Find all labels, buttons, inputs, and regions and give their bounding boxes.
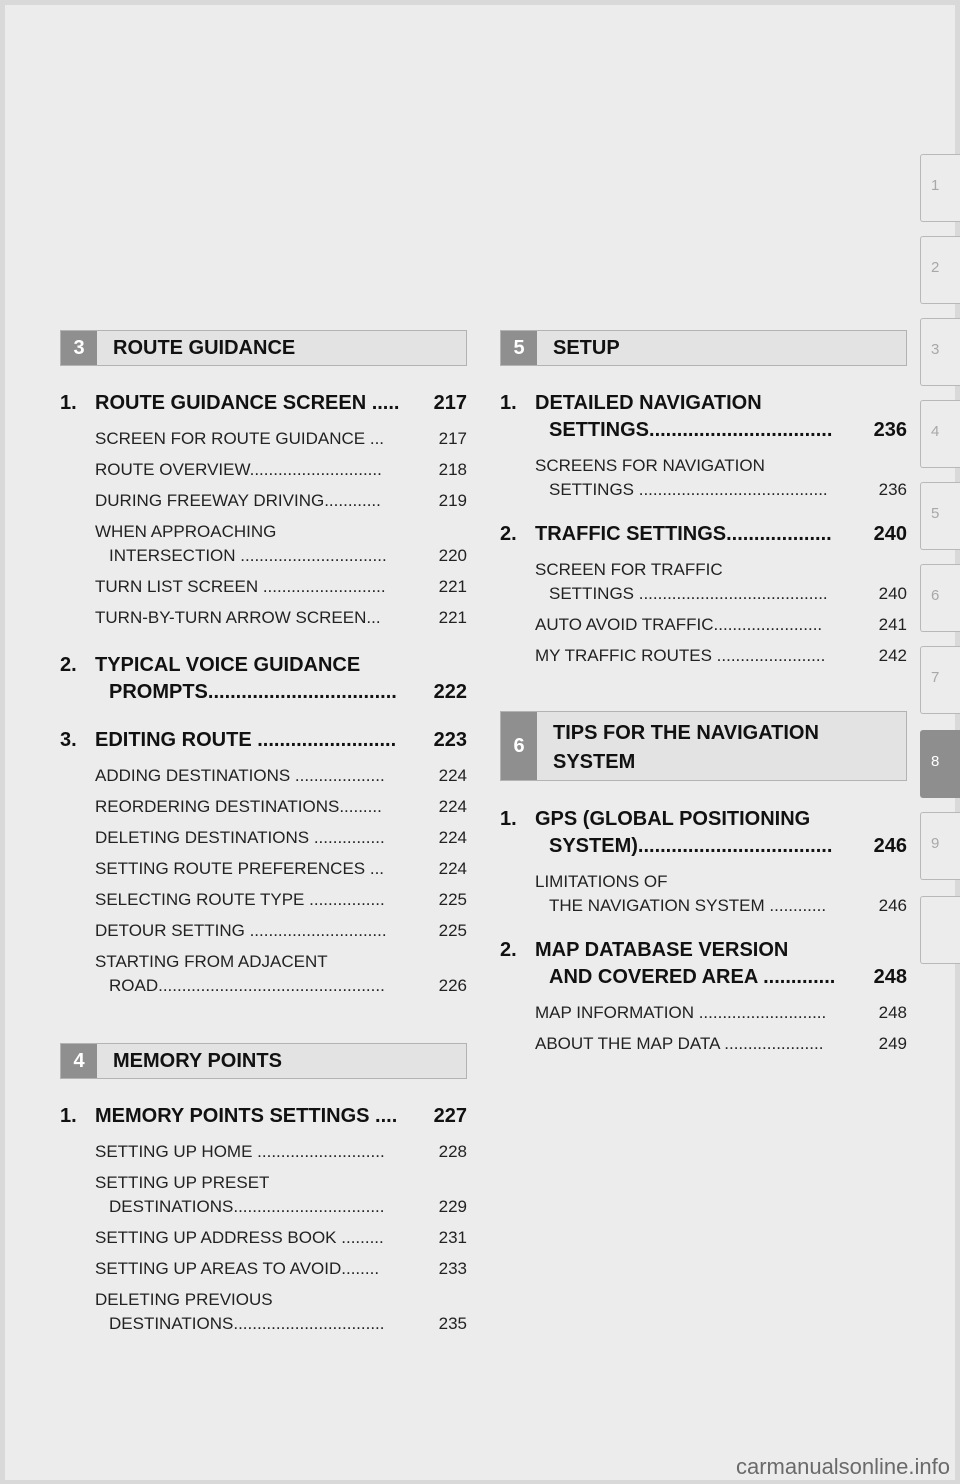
toc-page-number: 224 <box>438 797 467 816</box>
toc-heading-text: SYSTEM)................................... <box>549 835 833 857</box>
toc-subentry-title <box>95 1171 467 1219</box>
toc-heading-line <box>535 417 907 444</box>
toc-page-number: 229 <box>438 1197 467 1216</box>
toc-subentry-title: ABOUT THE MAP DATA ..................... <box>535 1034 824 1053</box>
toc-heading-text: AND COVERED AREA ............. <box>549 966 836 988</box>
toc-page-number: 233 <box>438 1259 467 1278</box>
toc-subentry-text: INTERSECTION ............................... <box>109 546 387 565</box>
toc-heading-title <box>535 390 907 444</box>
toc-subentry[interactable] <box>535 870 907 918</box>
toc-subentry[interactable] <box>95 606 467 630</box>
toc-heading[interactable] <box>60 652 467 706</box>
toc-heading-title: ROUTE GUIDANCE SCREEN ..... <box>95 392 400 414</box>
toc-subentry[interactable] <box>95 520 467 568</box>
toc-subentry[interactable] <box>95 1226 467 1250</box>
toc-heading-title <box>535 937 907 991</box>
toc-subentry-title: SETTING UP ADDRESS BOOK ......... <box>95 1228 384 1247</box>
toc-page-number: 224 <box>438 828 467 847</box>
toc-subentry[interactable] <box>535 454 907 502</box>
toc-page-number: 223 <box>433 729 467 751</box>
toc-heading-number: 2. <box>500 523 517 545</box>
toc-heading[interactable] <box>500 390 907 444</box>
toc-subentry-title: SETTING ROUTE PREFERENCES ... <box>95 859 385 878</box>
section-title: TIPS FOR THE NAVIGATION SYSTEM <box>553 722 819 773</box>
toc-entry[interactable] <box>60 1103 467 1336</box>
toc-heading[interactable] <box>60 1103 467 1130</box>
toc-page-number: 249 <box>878 1034 907 1053</box>
toc-subentry[interactable] <box>95 427 467 451</box>
toc-entry[interactable] <box>500 521 907 668</box>
toc-subentry-title: MY TRAFFIC ROUTES ....................... <box>535 646 826 665</box>
toc-heading-line <box>535 964 907 991</box>
chapter-tab-number: 5 <box>931 505 940 522</box>
toc-page-number: 246 <box>878 896 907 915</box>
toc-heading-title <box>535 806 907 860</box>
toc-subentry[interactable] <box>535 644 907 668</box>
toc-subentry-line <box>535 582 907 606</box>
toc-subentry-line <box>95 974 467 998</box>
toc-subentry-title: TURN-BY-TURN ARROW SCREEN... <box>95 608 381 627</box>
chapter-tab[interactable] <box>920 896 960 964</box>
toc-heading-line: DETAILED NAVIGATION <box>535 392 762 414</box>
toc-page-number: 225 <box>438 921 467 940</box>
section-header-setup <box>500 330 907 366</box>
toc-subentry[interactable] <box>95 795 467 819</box>
toc-page-number: 224 <box>438 766 467 785</box>
chapter-tab-number: 2 <box>931 259 940 276</box>
section-title: SETUP <box>553 337 620 359</box>
section-number: 6 <box>501 712 537 780</box>
toc-page-number: 248 <box>873 966 907 988</box>
toc-subentry[interactable] <box>95 826 467 850</box>
toc-heading[interactable] <box>500 937 907 991</box>
toc-subentry-title: TURN LIST SCREEN .......................... <box>95 577 386 596</box>
toc-heading-text: SETTINGS................................. <box>549 419 833 441</box>
toc-heading[interactable] <box>500 806 907 860</box>
toc-subentry-line: SCREENS FOR NAVIGATION <box>535 456 765 475</box>
toc-page-number: 221 <box>438 577 467 596</box>
toc-page-number: 231 <box>438 1228 467 1247</box>
section-title: ROUTE GUIDANCE <box>113 337 296 359</box>
toc-subentry[interactable] <box>95 458 467 482</box>
chapter-tab-number: 8 <box>931 753 940 770</box>
toc-subentry-title: ROUTE OVERVIEW............................ <box>95 460 382 479</box>
toc-subentry-title <box>95 520 467 568</box>
toc-heading-line: MAP DATABASE VERSION <box>535 939 789 961</box>
toc-subentry-text: SETTINGS ........................................ <box>549 480 828 499</box>
toc-heading-number: 1. <box>500 392 517 414</box>
toc-subentry[interactable] <box>95 919 467 943</box>
toc-heading-line: TYPICAL VOICE GUIDANCE <box>95 654 361 676</box>
toc-subentry[interactable] <box>535 1001 907 1025</box>
toc-heading-title: MEMORY POINTS SETTINGS .... <box>95 1105 398 1127</box>
watermark-text: carmanualsonline.info <box>735 1454 950 1479</box>
section-number: 5 <box>501 331 537 365</box>
toc-subentry-title <box>535 870 907 918</box>
toc-heading-line <box>95 679 467 706</box>
toc-subentry-title: AUTO AVOID TRAFFIC....................... <box>535 615 823 634</box>
chapter-tab-number: 9 <box>931 835 940 852</box>
toc-entry[interactable] <box>60 390 467 630</box>
chapter-tab-number: 6 <box>931 587 940 604</box>
toc-heading-line <box>535 833 907 860</box>
toc-subentry-title: REORDERING DESTINATIONS......... <box>95 797 382 816</box>
toc-page-number: 226 <box>438 976 467 995</box>
section-header-tips <box>500 711 907 781</box>
toc-subentry-line: LIMITATIONS OF <box>535 872 668 891</box>
toc-page-number: 217 <box>438 429 467 448</box>
chapter-tab-number: 1 <box>931 177 940 194</box>
toc-subentry-line: SCREEN FOR TRAFFIC <box>535 560 723 579</box>
toc-subentry-line: WHEN APPROACHING <box>95 522 277 541</box>
toc-subentry-line <box>535 894 907 918</box>
toc-subentry-title <box>535 454 907 502</box>
toc-page-number: 240 <box>878 584 907 603</box>
toc-subentry-line <box>535 478 907 502</box>
toc-subentry[interactable] <box>95 575 467 599</box>
toc-entry[interactable] <box>500 937 907 1056</box>
toc-heading-line: GPS (GLOBAL POSITIONING <box>535 808 811 830</box>
toc-page-number: 248 <box>878 1003 907 1022</box>
toc-entry[interactable] <box>60 652 467 706</box>
toc-subentry-title: MAP INFORMATION ........................... <box>535 1003 827 1022</box>
toc-subentry[interactable] <box>95 764 467 788</box>
toc-subentry[interactable] <box>95 1257 467 1281</box>
toc-heading-number: 1. <box>60 392 77 414</box>
toc-heading-number: 3. <box>60 729 77 751</box>
toc-subentry-title: DETOUR SETTING ............................. <box>95 921 387 940</box>
toc-page-number: 222 <box>433 681 467 703</box>
toc-heading-title <box>95 652 467 706</box>
toc-entry[interactable] <box>500 806 907 918</box>
toc-subentry-line: DELETING PREVIOUS <box>95 1290 273 1309</box>
toc-subentry-text: DESTINATIONS................................ <box>109 1197 385 1216</box>
toc-subentry-text: THE NAVIGATION SYSTEM ............ <box>549 896 827 915</box>
toc-page-number: 240 <box>873 523 907 545</box>
toc-subentry-line <box>95 544 467 568</box>
toc-subentry-title <box>95 1288 467 1336</box>
toc-page-number: 225 <box>438 890 467 909</box>
chapter-tab[interactable] <box>920 646 960 714</box>
chapter-tab-number: 4 <box>931 423 940 440</box>
chapter-tab[interactable] <box>920 318 960 386</box>
toc-page-number: 218 <box>438 460 467 479</box>
toc-subentry-title <box>535 558 907 606</box>
toc-subentry[interactable] <box>535 1032 907 1056</box>
toc-subentry[interactable] <box>95 950 467 998</box>
toc-page-number: 221 <box>438 608 467 627</box>
section-number: 4 <box>61 1044 97 1078</box>
toc-subentry[interactable] <box>535 558 907 606</box>
toc-subentry[interactable] <box>95 1140 467 1164</box>
toc-subentry-text: ROAD................................................ <box>109 976 385 995</box>
chapter-tab[interactable] <box>920 482 960 550</box>
toc-subentry[interactable] <box>95 888 467 912</box>
toc-page-number: 227 <box>433 1105 467 1127</box>
toc-page-number: 224 <box>438 859 467 878</box>
toc-subentry[interactable] <box>95 1288 467 1336</box>
toc-heading-title: TRAFFIC SETTINGS................... <box>535 523 832 545</box>
toc-page-number: 220 <box>438 546 467 565</box>
section-header-memory-points <box>60 1043 467 1079</box>
toc-subentry-line: STARTING FROM ADJACENT <box>95 952 328 971</box>
toc-subentry-title <box>95 950 467 998</box>
section-header-route-guidance <box>60 330 467 366</box>
toc-heading-number: 1. <box>500 808 517 830</box>
toc-subentry-title: SCREEN FOR ROUTE GUIDANCE ... <box>95 429 385 448</box>
toc-heading-number: 1. <box>60 1105 77 1127</box>
toc-subentry-text: SETTINGS ........................................ <box>549 584 828 603</box>
chapter-tab[interactable] <box>920 236 960 304</box>
toc-subentry[interactable] <box>95 1171 467 1219</box>
section-title: MEMORY POINTS <box>113 1050 282 1072</box>
toc-subentry-line <box>95 1195 467 1219</box>
chapter-tab-number: 7 <box>931 669 940 686</box>
toc-subentry[interactable] <box>95 489 467 513</box>
toc-subentry-title: DELETING DESTINATIONS ............... <box>95 828 385 847</box>
toc-page-number: 241 <box>878 615 907 634</box>
chapter-tab[interactable] <box>920 400 960 468</box>
toc-subentry-text: DESTINATIONS................................ <box>109 1314 385 1333</box>
toc-subentry-line <box>95 1312 467 1336</box>
toc-heading-title: EDITING ROUTE ......................... <box>95 729 397 751</box>
toc-heading-number: 2. <box>500 939 517 961</box>
toc-subentry-title: SETTING UP HOME ........................... <box>95 1142 385 1161</box>
toc-page-number: 236 <box>873 419 907 441</box>
toc-page-number: 228 <box>438 1142 467 1161</box>
chapter-tab[interactable] <box>920 730 960 798</box>
toc-heading[interactable] <box>500 521 907 548</box>
chapter-tab-number: 3 <box>931 341 940 358</box>
toc-subentry-title: SELECTING ROUTE TYPE ................ <box>95 890 385 909</box>
toc-subentry[interactable] <box>535 613 907 637</box>
toc-subentry-title: SETTING UP AREAS TO AVOID........ <box>95 1259 380 1278</box>
toc-page-number: 246 <box>873 835 907 857</box>
toc-subentry-line: SETTING UP PRESET <box>95 1173 270 1192</box>
toc-entry[interactable] <box>500 390 907 502</box>
toc-heading[interactable] <box>60 390 467 417</box>
toc-heading-number: 2. <box>60 654 77 676</box>
section-number: 3 <box>61 331 97 365</box>
chapter-tab[interactable] <box>920 154 960 222</box>
toc-page-number: 242 <box>878 646 907 665</box>
toc-page-number: 219 <box>438 491 467 510</box>
toc-page-number: 235 <box>438 1314 467 1333</box>
chapter-tab[interactable] <box>920 564 960 632</box>
toc-subentry-title: DURING FREEWAY DRIVING............ <box>95 491 381 510</box>
toc-subentry[interactable] <box>95 857 467 881</box>
toc-subentry-title: ADDING DESTINATIONS ................... <box>95 766 385 785</box>
toc-page-number: 236 <box>878 480 907 499</box>
toc-page-number: 217 <box>433 392 467 414</box>
toc-heading-text: PROMPTS.................................. <box>109 681 397 703</box>
toc-entry[interactable] <box>60 727 467 998</box>
chapter-tab[interactable] <box>920 812 960 880</box>
toc-heading[interactable] <box>60 727 467 754</box>
